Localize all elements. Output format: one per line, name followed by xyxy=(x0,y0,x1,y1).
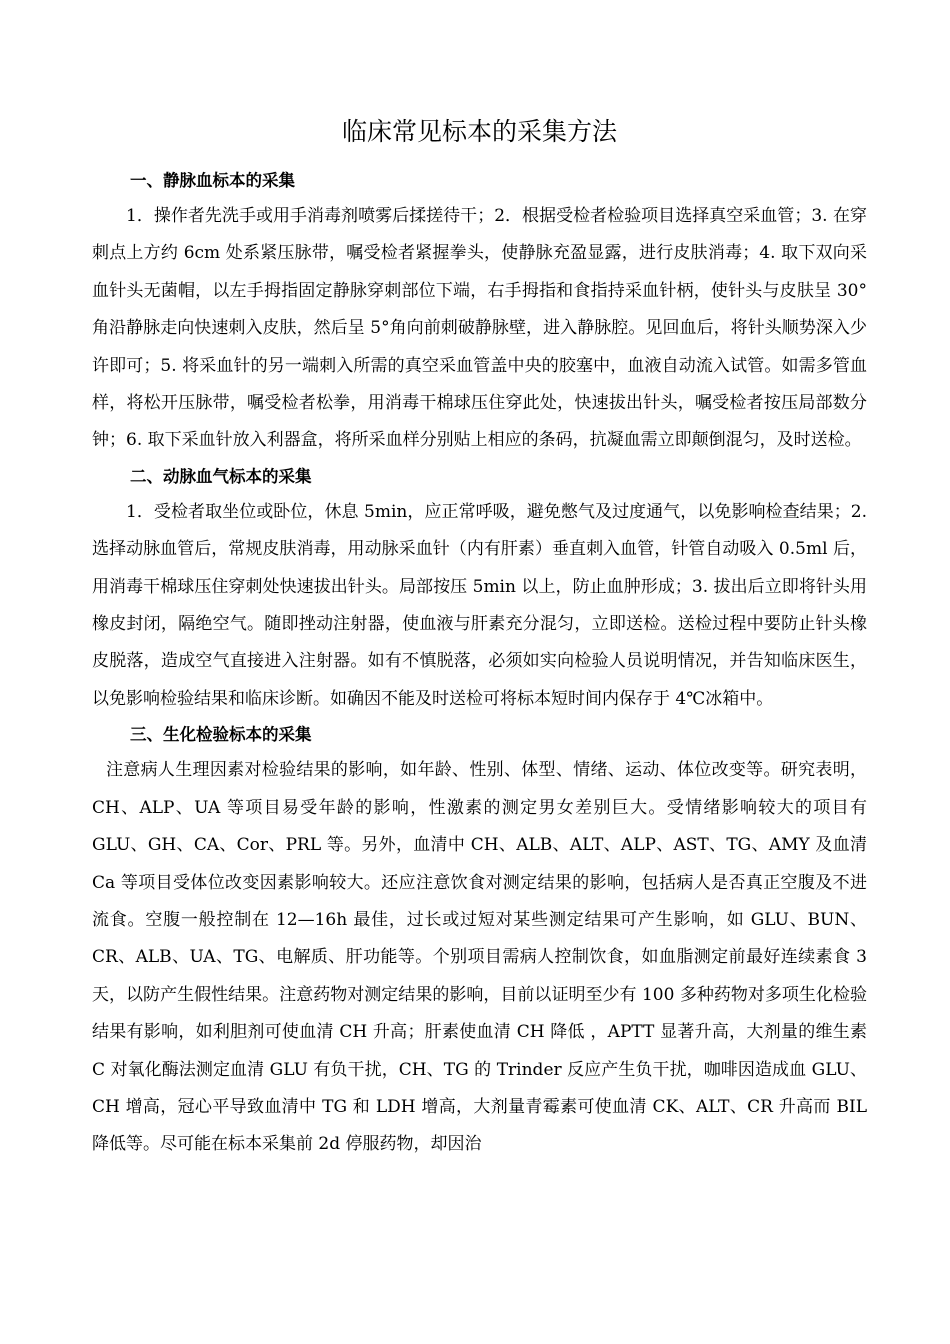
document-page xyxy=(92,110,867,1164)
section-heading-biochemistry: 三、生化检验标本的采集 xyxy=(130,725,312,745)
section-body-biochemistry: 注意病人生理因素对检验结果的影响，如年龄、性别、体型、情绪、运动、体位改变等。研究表明，CH、ALP、UA 等项目易受年龄的影响，性激素的测定男女差别巨大。受情绪影响较大的项目有 GLU、GH、CA、Cor、PRL 等。另外，血清中 CH、ALB、ALT、ALP、AST、TG、AMY 及血清 Ca 等项目受体位改变因素影响较大。还应注意饮食对测定结果的影响，包括病人是否真正空腹及不进流食。空腹一般控制在 12—16h 最佳，过长或过短对某些测定结果可产生影响，如 GLU、BUN、CR、ALB、UA、TG、电解质、肝功能等。个别项目需病人控制饮食，如血脂测定前最好连续素食 3 天，以防产生假性结果。注意药物对测定结果的影响，目前以证明至少有 100 多种药物对多项生化检验结果有影响，如利胆剂可使血清 CH 升高；肝素使血清 CH 降低 ，APTT 显著升高，大剂量的维生素 C 对氧化酶法测定血清 GLU 有负干扰，CH、TG 的 Trinder 反应产生负干扰，咖啡因造成血 GLU、CH 增高，冠心平导致血清中 TG 和 LDH 增高，大剂量青霉素可使血清 CK、ALT、CR 升高而 BIL 降低等。尽可能在标本采集前 2d 停服药物，却因治 xyxy=(92,760,867,1155)
document-title: 临床常见标本的采集方法 xyxy=(341,117,617,146)
section-heading-arterial-blood-gas: 二、动脉血气标本的采集 xyxy=(130,466,312,486)
section-body-venous-blood: 1．操作者先洗手或用手消毒剂喷雾后揉搓待干；2．根据受检者检验项目选择真空采血管；3. 在穿刺点上方约 6cm 处系紧压脉带，嘱受检者紧握拳头，使静脉充盈显露，进行皮肤消毒；4. 取下双向采血针头无菌帽，以左手拇指固定静脉穿刺部位下端，右手拇指和食指持采血针柄，使针头与皮肤呈 30°角沿静脉走向快速刺入皮肤，然后呈 5°角向前刺破静脉壁，进入静脉腔。见回血后，将针头顺势深入少许即可；5. 将采血针的另一端刺入所需的真空采血管盖中央的胶塞中，血液自动流入试管。如需多管血样，将松开压脉带，嘱受检者松拳，用消毒干棉球压住穿此处，快速拔出针头，嘱受检者按压局部数分钟；6. 取下采血针放入利器盒，将所采血样分别贴上相应的条码，抗凝血需立即颠倒混匀，及时送检。 xyxy=(92,206,867,451)
section-body-arterial-blood-gas: 1．受检者取坐位或卧位，休息 5min，应正常呼吸，避免憋气及过度通气，以免影响检查结果；2. 选择动脉血管后，常规皮肤消毒，用动脉采血针（内有肝素）垂直刺入血管，针管自动吸入 0.5ml 后，用消毒干棉球压住穿刺处快速拔出针头。局部按压 5min 以上，防止血肿形成；3. 拔出后立即将针头用橡皮封闭，隔绝空气。随即挫动注射器，使血液与肝素充分混匀，立即送检。送检过程中要防止针头橡皮脱落，造成空气直接进入注射器。如有不慎脱落，必须如实向检验人员说明情况，并告知临床医生，以免影响检验结果和临床诊断。如确因不能及时送检可将标本短时间内保存于 4℃冰箱中。 xyxy=(92,501,867,709)
section-heading-venous-blood: 一、静脉血标本的采集 xyxy=(130,171,295,190)
